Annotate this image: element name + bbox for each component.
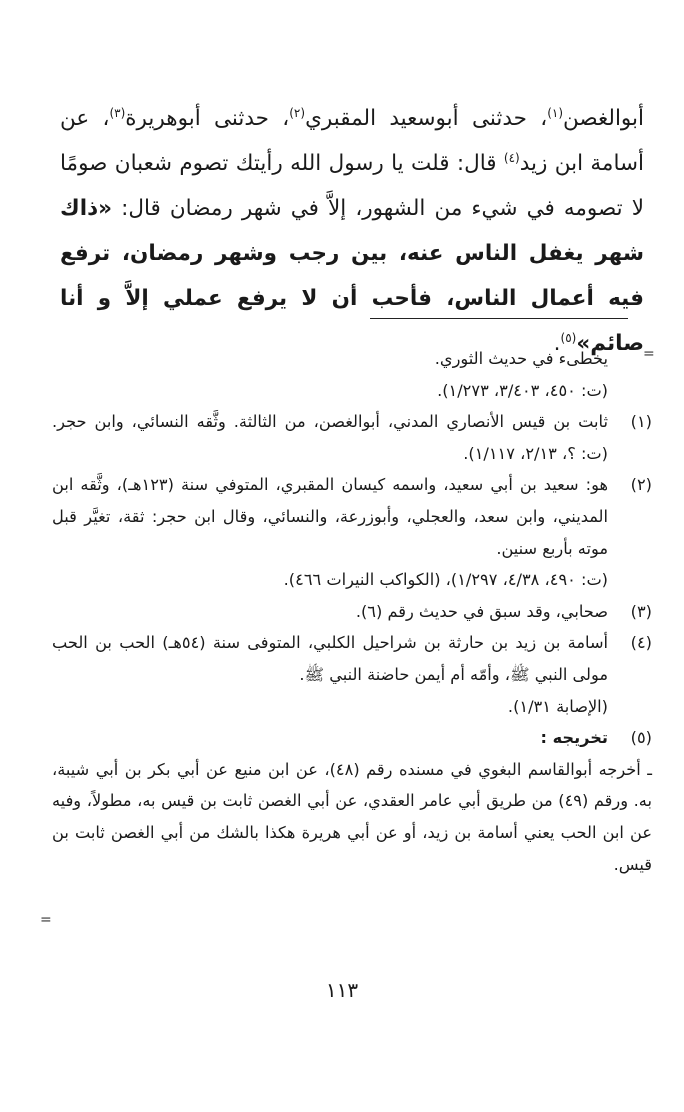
narrator-abu-said: ، حدثنى أبوسعيد المقبري — [305, 106, 548, 131]
footnote-number: (٣) — [630, 601, 652, 621]
footnote-divider — [370, 318, 628, 319]
hadith-question: قال: قلت يا رسول الله رأيتك تصوم شعبان صومًا لا تصومه في شيء من الشهور، إلاَّ في شهر رمضان قال: — [60, 151, 644, 221]
hadith-paragraph — [60, 96, 644, 366]
footnote-ref-4: (٤) — [503, 150, 520, 165]
footnote-number: (٥) — [630, 728, 652, 748]
footnote-text: ثابت بن قيس الأنصاري المدني، أبوالغصن، من الثالثة. وثَّقه النسائي، وابن حجر. (ت: ؟، ٢/١٣، ١/١١٧). — [52, 412, 608, 463]
footnote-3 — [52, 596, 652, 628]
takhrij-heading: تخريجه : — [540, 728, 608, 748]
footnote-number: (١) — [630, 412, 652, 432]
continuation-mark-bottom: = — [40, 912, 52, 928]
narrator-usama: ، عن أسامة ابن زيد — [60, 106, 644, 176]
footnote-1 — [52, 406, 652, 469]
continuation-mark-top: = — [643, 346, 655, 362]
narrator-abu-al-ghusn: أبوالغصن — [563, 106, 644, 131]
narrator-abu-hurayra: ، حدثنى أبوهريرة — [125, 106, 290, 131]
footnote-ref-3: (٣) — [109, 105, 126, 120]
carryover-line-2: (ت: ٤٥٠، ٣/٤٠٣، ١/٢٧٣). — [437, 380, 608, 400]
carryover-line-1: يخطىء في حديث الثوري. — [434, 349, 608, 368]
footnote-text: هو: سعيد بن أبي سعيد، واسمه كيسان المقبري، المتوفي سنة (١٢٣هـ)، وثَّقه ابن المديني، وابن سعد، والعجلي، وأبوزرعة، والنسائي، وقال ابن حجر: ثقة، تغيَّر قبل موته بأربع سنين. — [52, 475, 608, 558]
footnote-4 — [52, 627, 652, 722]
footnote-2 — [52, 469, 652, 595]
footnote-ref-5: (٥) — [560, 330, 577, 345]
footnote-text: أسامة بن زيد بن حارثة بن شراحيل الكلبي، المتوفى سنة (٥٤هـ) الحب بن الحب مولى النبي ﷺ، وأمّه أم أيمن حاضنة النبي ﷺ. — [52, 633, 608, 684]
footnote-ref-1: (١) — [547, 105, 564, 120]
footnote-number: (٢) — [630, 475, 652, 495]
footnote-5 — [52, 722, 652, 754]
hadith-end: . — [553, 331, 561, 356]
footnote-reference: (الإصابة ١/٣١). — [507, 696, 608, 716]
hadith-quote: «ذاك شهر يغفل الناس عنه، بين رجب وشهر رمضان، ترفع فيه أعمال الناس، فأحب أن لا يرفع عملي إلاَّ و أنا صائم» — [60, 196, 644, 356]
hadith-text — [60, 96, 644, 366]
footnotes — [52, 343, 652, 880]
footnote-number: (٤) — [630, 633, 652, 653]
page-number: ١١٣ — [325, 978, 359, 1002]
footnote-reference: (ت: ٤٩٠، ٤/٣٨، ١/٢٩٧)، (الكواكب النيرات ٤٦٦). — [283, 570, 608, 590]
footnote-text: صحابي، وقد سبق في حديث رقم (٦). — [355, 601, 608, 621]
takhrij-text: ـ أخرجه أبوالقاسم البغوي في مسنده رقم (٤٨)، عن ابن منيع عن أبي بكر بن أبي شيبة، به. ورقم (٤٩) من طريق أبي عامر العقدي، عن أبي الغصن ثابت بن قيس به، مطولاً، وفيه عن ابن الحب يعني أسامة بن زيد، أو عن أبي هريرة هكذا بالشك من أبي الغصن ثابت بن قيس. — [52, 759, 653, 874]
footnote-ref-2: (٢) — [289, 105, 306, 120]
